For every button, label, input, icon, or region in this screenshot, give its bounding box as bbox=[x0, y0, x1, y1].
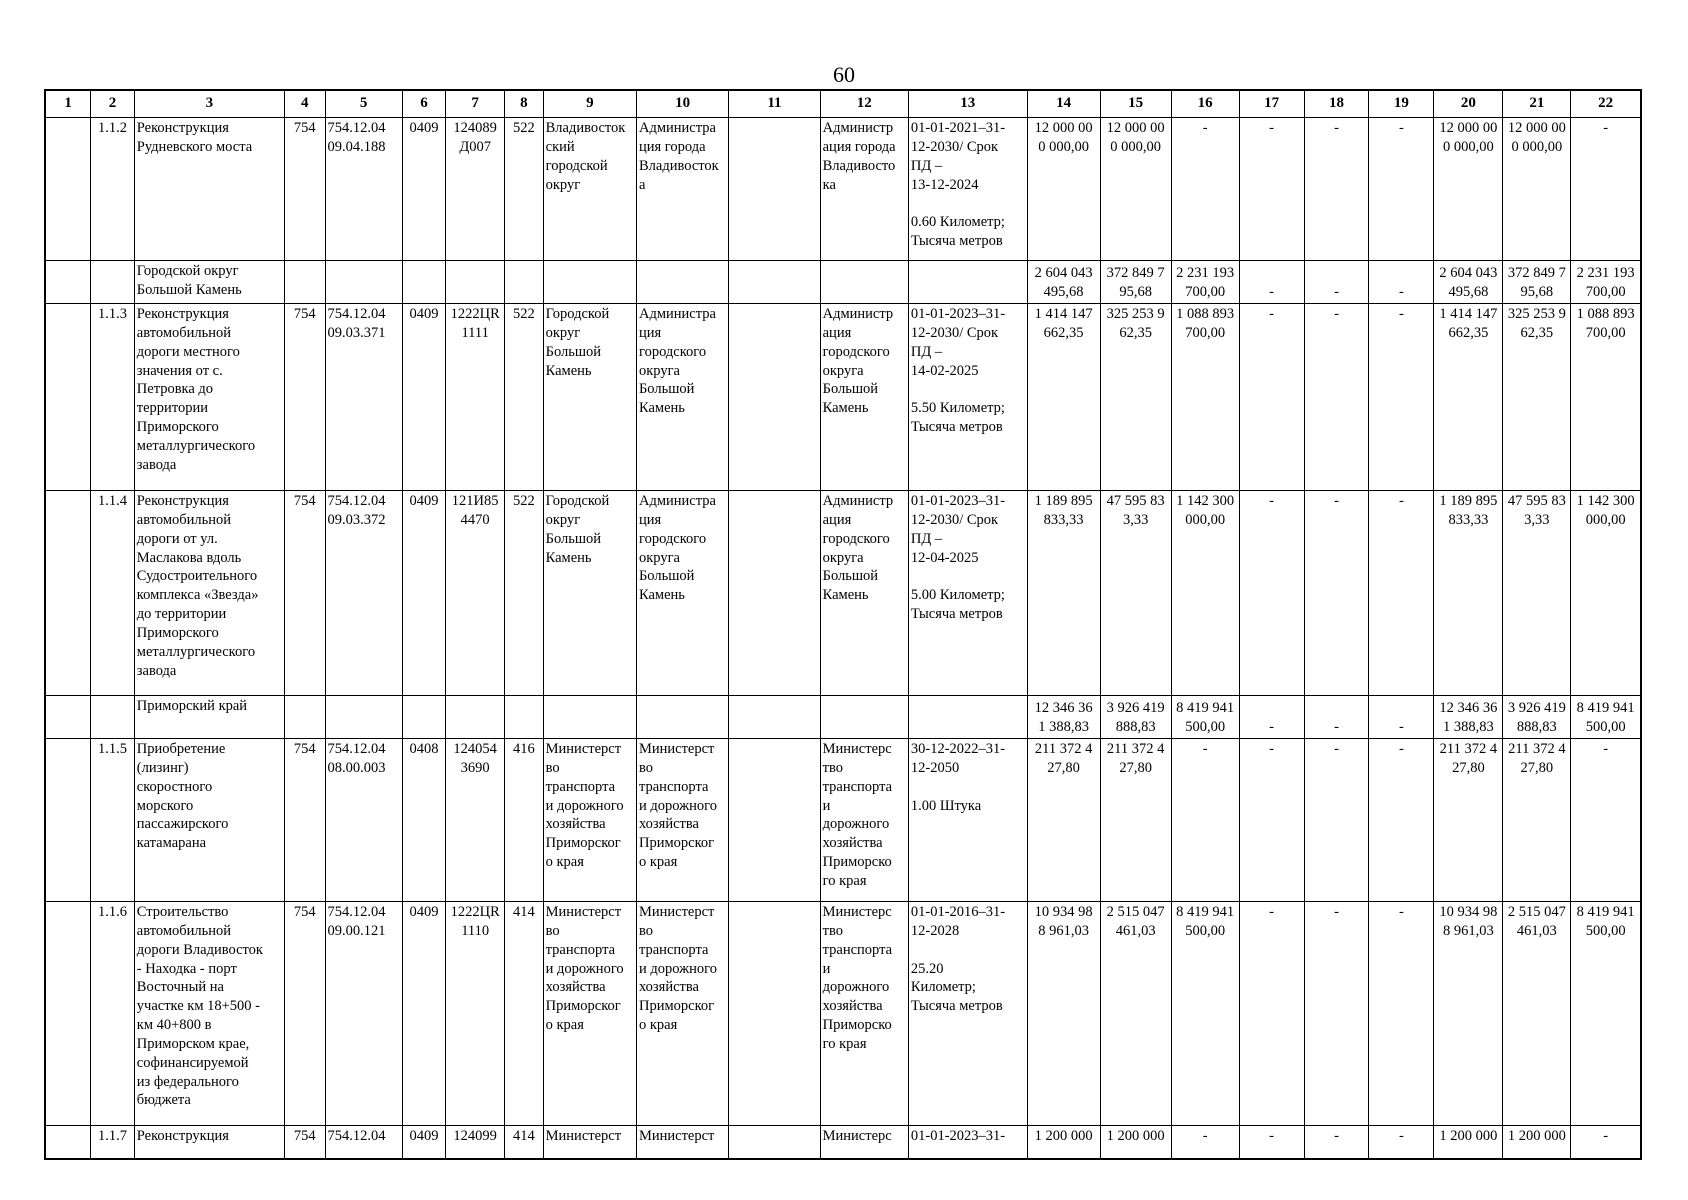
cell-col-22: - bbox=[1571, 1126, 1641, 1159]
cell-col-20: 1 189 895 833,33 bbox=[1434, 491, 1503, 696]
cell-col-17: - bbox=[1239, 491, 1304, 696]
cell-col-3: Реконструкция Рудневского моста bbox=[134, 118, 284, 261]
cell-col-19: - bbox=[1369, 304, 1434, 491]
table-row bbox=[45, 1126, 1641, 1159]
cell-col-5: 754.12.04 bbox=[325, 1126, 402, 1159]
cell-col-18: - bbox=[1304, 491, 1369, 696]
cell-col-9: Городской округ Большой Камень bbox=[543, 304, 636, 491]
cell-col-11 bbox=[729, 491, 820, 696]
cell-col-6: 0409 bbox=[402, 902, 446, 1126]
cell-col-5: 754.12.04 09.03.372 bbox=[325, 491, 402, 696]
cell-col-9: Министерст во транспорта и дорожного хозяйства Приморског о края bbox=[543, 739, 636, 902]
table-body bbox=[45, 118, 1641, 1159]
cell-col-14: 1 200 000 bbox=[1027, 1126, 1100, 1159]
table-row bbox=[45, 902, 1641, 1126]
cell-col-17: - bbox=[1239, 696, 1304, 739]
cell-col-1 bbox=[45, 696, 91, 739]
cell-col-9: Министерст bbox=[543, 1126, 636, 1159]
cell-col-1 bbox=[45, 304, 91, 491]
cell-col-20: 1 414 147 662,35 bbox=[1434, 304, 1503, 491]
column-header-8: 8 bbox=[505, 90, 544, 118]
cell-col-19: - bbox=[1369, 1126, 1434, 1159]
column-header-12: 12 bbox=[820, 90, 908, 118]
cell-col-8: 414 bbox=[505, 1126, 544, 1159]
cell-col-10: Министерст во транспорта и дорожного хозяйства Приморског о края bbox=[636, 902, 728, 1126]
cell-col-7: 1222ЦR 1111 bbox=[446, 304, 505, 491]
cell-col-20: 12 000 00 0 000,00 bbox=[1434, 118, 1503, 261]
cell-col-1 bbox=[45, 902, 91, 1126]
cell-col-4 bbox=[284, 261, 325, 304]
cell-col-13 bbox=[908, 261, 1027, 304]
cell-col-22: - bbox=[1571, 739, 1641, 902]
cell-col-5: 754.12.04 08.00.003 bbox=[325, 739, 402, 902]
cell-col-16: 1 088 893 700,00 bbox=[1171, 304, 1239, 491]
cell-col-18: - bbox=[1304, 304, 1369, 491]
cell-col-22: 8 419 941 500,00 bbox=[1571, 696, 1641, 739]
cell-col-21: 325 253 9 62,35 bbox=[1503, 304, 1571, 491]
table-row bbox=[45, 739, 1641, 902]
cell-col-16: - bbox=[1171, 1126, 1239, 1159]
cell-col-15: 12 000 00 0 000,00 bbox=[1100, 118, 1171, 261]
cell-col-20: 12 346 36 1 388,83 bbox=[1434, 696, 1503, 739]
cell-col-2: 1.1.2 bbox=[91, 118, 135, 261]
cell-col-18: - bbox=[1304, 1126, 1369, 1159]
cell-col-18: - bbox=[1304, 118, 1369, 261]
cell-col-18: - bbox=[1304, 696, 1369, 739]
cell-col-5: 754.12.04 09.03.371 bbox=[325, 304, 402, 491]
cell-col-6: 0409 bbox=[402, 1126, 446, 1159]
cell-col-3: Реконструкция bbox=[134, 1126, 284, 1159]
cell-col-1 bbox=[45, 118, 91, 261]
cell-col-16: 2 231 193 700,00 bbox=[1171, 261, 1239, 304]
cell-col-2: 1.1.6 bbox=[91, 902, 135, 1126]
cell-col-10: Министерст bbox=[636, 1126, 728, 1159]
column-header-22: 22 bbox=[1571, 90, 1641, 118]
cell-col-20: 2 604 043 495,68 bbox=[1434, 261, 1503, 304]
header-row bbox=[45, 90, 1641, 118]
column-header-20: 20 bbox=[1434, 90, 1503, 118]
cell-col-8: 522 bbox=[505, 491, 544, 696]
cell-col-12: Администр ация города Владивосто ка bbox=[820, 118, 908, 261]
column-header-21: 21 bbox=[1503, 90, 1571, 118]
cell-col-7: 124089 Д007 bbox=[446, 118, 505, 261]
cell-col-4: 754 bbox=[284, 118, 325, 261]
cell-col-15: 3 926 419 888,83 bbox=[1100, 696, 1171, 739]
cell-col-20: 1 200 000 bbox=[1434, 1126, 1503, 1159]
budget-table bbox=[44, 89, 1642, 1160]
table-row bbox=[45, 491, 1641, 696]
cell-col-3: Городской округ Большой Камень bbox=[134, 261, 284, 304]
column-header-19: 19 bbox=[1369, 90, 1434, 118]
cell-col-22: 8 419 941 500,00 bbox=[1571, 902, 1641, 1126]
cell-col-1 bbox=[45, 1126, 91, 1159]
cell-col-2 bbox=[91, 696, 135, 739]
column-header-1: 1 bbox=[45, 90, 91, 118]
cell-col-14: 211 372 4 27,80 bbox=[1027, 739, 1100, 902]
cell-col-8: 522 bbox=[505, 118, 544, 261]
cell-col-14: 10 934 98 8 961,03 bbox=[1027, 902, 1100, 1126]
cell-col-8: 414 bbox=[505, 902, 544, 1126]
cell-col-7: 1222ЦR 1110 bbox=[446, 902, 505, 1126]
cell-col-4: 754 bbox=[284, 1126, 325, 1159]
cell-col-13: 01-01-2021–31- 12-2030/ Срок ПД – 13-12-2024 0.60 Километр; Тысяча метров bbox=[908, 118, 1027, 261]
cell-col-9: Городской округ Большой Камень bbox=[543, 491, 636, 696]
cell-col-17: - bbox=[1239, 118, 1304, 261]
cell-col-14: 12 000 00 0 000,00 bbox=[1027, 118, 1100, 261]
cell-col-21: 12 000 00 0 000,00 bbox=[1503, 118, 1571, 261]
cell-col-16: - bbox=[1171, 118, 1239, 261]
cell-col-11 bbox=[729, 261, 820, 304]
cell-col-5 bbox=[325, 696, 402, 739]
cell-col-1 bbox=[45, 739, 91, 902]
cell-col-14: 1 189 895 833,33 bbox=[1027, 491, 1100, 696]
column-header-3: 3 bbox=[134, 90, 284, 118]
cell-col-19: - bbox=[1369, 118, 1434, 261]
cell-col-6: 0409 bbox=[402, 304, 446, 491]
group-row bbox=[45, 696, 1641, 739]
cell-col-11 bbox=[729, 696, 820, 739]
cell-col-13: 01-01-2023–31- 12-2030/ Срок ПД – 14-02-2025 5.50 Километр; Тысяча метров bbox=[908, 304, 1027, 491]
cell-col-13 bbox=[908, 696, 1027, 739]
cell-col-5: 754.12.04 09.00.121 bbox=[325, 902, 402, 1126]
cell-col-7 bbox=[446, 261, 505, 304]
cell-col-11 bbox=[729, 1126, 820, 1159]
cell-col-19: - bbox=[1369, 902, 1434, 1126]
cell-col-16: - bbox=[1171, 739, 1239, 902]
cell-col-11 bbox=[729, 739, 820, 902]
cell-col-12: Министерс тво транспорта и дорожного хозяйства Приморско го края bbox=[820, 902, 908, 1126]
group-row bbox=[45, 261, 1641, 304]
cell-col-7: 124054 3690 bbox=[446, 739, 505, 902]
cell-col-20: 10 934 98 8 961,03 bbox=[1434, 902, 1503, 1126]
cell-col-9 bbox=[543, 696, 636, 739]
column-header-9: 9 bbox=[543, 90, 636, 118]
cell-col-2: 1.1.5 bbox=[91, 739, 135, 902]
cell-col-2 bbox=[91, 261, 135, 304]
cell-col-15: 211 372 4 27,80 bbox=[1100, 739, 1171, 902]
cell-col-19: - bbox=[1369, 696, 1434, 739]
cell-col-21: 1 200 000 bbox=[1503, 1126, 1571, 1159]
cell-col-18: - bbox=[1304, 261, 1369, 304]
cell-col-19: - bbox=[1369, 261, 1434, 304]
cell-col-16: 8 419 941 500,00 bbox=[1171, 696, 1239, 739]
cell-col-1 bbox=[45, 491, 91, 696]
cell-col-5: 754.12.04 09.04.188 bbox=[325, 118, 402, 261]
column-header-10: 10 bbox=[636, 90, 728, 118]
cell-col-8: 416 bbox=[505, 739, 544, 902]
cell-col-11 bbox=[729, 304, 820, 491]
cell-col-7: 121И85 4470 bbox=[446, 491, 505, 696]
cell-col-2: 1.1.3 bbox=[91, 304, 135, 491]
cell-col-6 bbox=[402, 696, 446, 739]
cell-col-22: - bbox=[1571, 118, 1641, 261]
cell-col-6: 0408 bbox=[402, 739, 446, 902]
column-header-14: 14 bbox=[1027, 90, 1100, 118]
cell-col-13: 01-01-2023–31- 12-2030/ Срок ПД – 12-04-2025 5.00 Километр; Тысяча метров bbox=[908, 491, 1027, 696]
cell-col-17: - bbox=[1239, 304, 1304, 491]
cell-col-19: - bbox=[1369, 739, 1434, 902]
cell-col-16: 8 419 941 500,00 bbox=[1171, 902, 1239, 1126]
cell-col-22: 1 142 300 000,00 bbox=[1571, 491, 1641, 696]
cell-col-4: 754 bbox=[284, 902, 325, 1126]
cell-col-4: 754 bbox=[284, 304, 325, 491]
cell-col-15: 2 515 047 461,03 bbox=[1100, 902, 1171, 1126]
cell-col-11 bbox=[729, 118, 820, 261]
cell-col-14: 2 604 043 495,68 bbox=[1027, 261, 1100, 304]
cell-col-18: - bbox=[1304, 739, 1369, 902]
cell-col-21: 3 926 419 888,83 bbox=[1503, 696, 1571, 739]
column-header-15: 15 bbox=[1100, 90, 1171, 118]
cell-col-4: 754 bbox=[284, 491, 325, 696]
cell-col-15: 372 849 7 95,68 bbox=[1100, 261, 1171, 304]
cell-col-12: Администр ация городского округа Большой Камень bbox=[820, 304, 908, 491]
cell-col-18: - bbox=[1304, 902, 1369, 1126]
cell-col-2: 1.1.7 bbox=[91, 1126, 135, 1159]
cell-col-9: Министерст во транспорта и дорожного хозяйства Приморског о края bbox=[543, 902, 636, 1126]
cell-col-8 bbox=[505, 261, 544, 304]
cell-col-6: 0409 bbox=[402, 118, 446, 261]
cell-col-15: 325 253 9 62,35 bbox=[1100, 304, 1171, 491]
cell-col-17: - bbox=[1239, 261, 1304, 304]
column-header-5: 5 bbox=[325, 90, 402, 118]
table-row bbox=[45, 304, 1641, 491]
cell-col-10: Администра ция города Владивосток а bbox=[636, 118, 728, 261]
cell-col-17: - bbox=[1239, 1126, 1304, 1159]
column-header-13: 13 bbox=[908, 90, 1027, 118]
cell-col-22: 2 231 193 700,00 bbox=[1571, 261, 1641, 304]
cell-col-9: Владивосток ский городской округ bbox=[543, 118, 636, 261]
cell-col-3: Реконструкция автомобильной дороги от ул. Маслакова вдоль Судостроительного комплекса «Звезда» до территории Приморского металлургического завода bbox=[134, 491, 284, 696]
cell-col-15: 47 595 83 3,33 bbox=[1100, 491, 1171, 696]
cell-col-6 bbox=[402, 261, 446, 304]
column-header-11: 11 bbox=[729, 90, 820, 118]
cell-col-10: Министерст во транспорта и дорожного хозяйства Приморског о края bbox=[636, 739, 728, 902]
cell-col-14: 1 414 147 662,35 bbox=[1027, 304, 1100, 491]
cell-col-10 bbox=[636, 696, 728, 739]
cell-col-10: Администра ция городского округа Большой Камень bbox=[636, 491, 728, 696]
cell-col-3: Приобретение (лизинг) скоростного морского пассажирского катамарана bbox=[134, 739, 284, 902]
cell-col-3: Реконструкция автомобильной дороги местного значения от с. Петровка до территории Приморского металлургического завода bbox=[134, 304, 284, 491]
column-header-4: 4 bbox=[284, 90, 325, 118]
cell-col-10 bbox=[636, 261, 728, 304]
cell-col-13: 01-01-2023–31- bbox=[908, 1126, 1027, 1159]
cell-col-5 bbox=[325, 261, 402, 304]
cell-col-10: Администра ция городского округа Большой Камень bbox=[636, 304, 728, 491]
cell-col-21: 211 372 4 27,80 bbox=[1503, 739, 1571, 902]
cell-col-9 bbox=[543, 261, 636, 304]
cell-col-20: 211 372 4 27,80 bbox=[1434, 739, 1503, 902]
column-header-6: 6 bbox=[402, 90, 446, 118]
cell-col-13: 30-12-2022–31- 12-2050 1.00 Штука bbox=[908, 739, 1027, 902]
cell-col-17: - bbox=[1239, 902, 1304, 1126]
page-number: 60 bbox=[833, 62, 855, 87]
cell-col-7: 124099 bbox=[446, 1126, 505, 1159]
column-header-17: 17 bbox=[1239, 90, 1304, 118]
cell-col-16: 1 142 300 000,00 bbox=[1171, 491, 1239, 696]
cell-col-2: 1.1.4 bbox=[91, 491, 135, 696]
cell-col-8: 522 bbox=[505, 304, 544, 491]
cell-col-21: 372 849 7 95,68 bbox=[1503, 261, 1571, 304]
cell-col-12: Администр ация городского округа Большой Камень bbox=[820, 491, 908, 696]
table-row bbox=[45, 118, 1641, 261]
cell-col-3: Строительство автомобильной дороги Владивосток - Находка - порт Восточный на участке км 18+500 - км 40+800 в Приморском крае, софинансируемой из федерального бюджета bbox=[134, 902, 284, 1126]
cell-col-6: 0409 bbox=[402, 491, 446, 696]
cell-col-4 bbox=[284, 696, 325, 739]
cell-col-13: 01-01-2016–31- 12-2028 25.20 Километр; Тысяча метров bbox=[908, 902, 1027, 1126]
cell-col-12: Министерс bbox=[820, 1126, 908, 1159]
cell-col-14: 12 346 36 1 388,83 bbox=[1027, 696, 1100, 739]
cell-col-11 bbox=[729, 902, 820, 1126]
cell-col-4: 754 bbox=[284, 739, 325, 902]
cell-col-12 bbox=[820, 696, 908, 739]
cell-col-21: 47 595 83 3,33 bbox=[1503, 491, 1571, 696]
cell-col-7 bbox=[446, 696, 505, 739]
cell-col-22: 1 088 893 700,00 bbox=[1571, 304, 1641, 491]
cell-col-17: - bbox=[1239, 739, 1304, 902]
column-header-2: 2 bbox=[91, 90, 135, 118]
cell-col-1 bbox=[45, 261, 91, 304]
cell-col-3: Приморский край bbox=[134, 696, 284, 739]
cell-col-8 bbox=[505, 696, 544, 739]
column-header-7: 7 bbox=[446, 90, 505, 118]
column-header-16: 16 bbox=[1171, 90, 1239, 118]
cell-col-15: 1 200 000 bbox=[1100, 1126, 1171, 1159]
column-header-18: 18 bbox=[1304, 90, 1369, 118]
cell-col-12 bbox=[820, 261, 908, 304]
cell-col-19: - bbox=[1369, 491, 1434, 696]
cell-col-21: 2 515 047 461,03 bbox=[1503, 902, 1571, 1126]
cell-col-12: Министерс тво транспорта и дорожного хозяйства Приморско го края bbox=[820, 739, 908, 902]
